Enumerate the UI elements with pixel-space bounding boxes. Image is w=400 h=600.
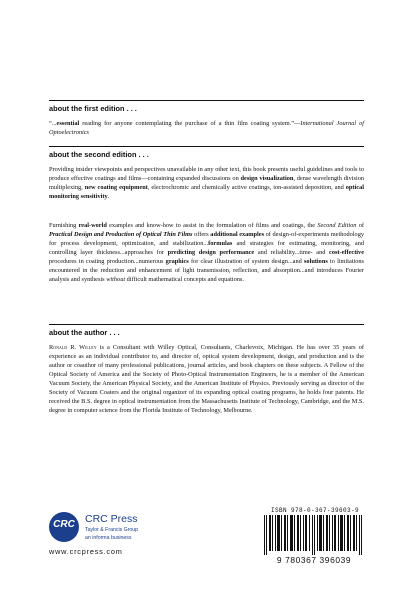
publisher-name: CRC Press [85, 513, 138, 525]
isbn-label: ISBN 978-0-367-39603-9 [271, 507, 360, 514]
crc-logo-text: CRC [53, 519, 75, 530]
divider-author [49, 324, 364, 325]
heading-first-edition: about the first edition . . . [49, 104, 137, 113]
heading-author: about the author . . . [49, 328, 120, 337]
author-bio: Ronald R. Willey is a Consultant with Willey Optical, Consultants, Charlevoix, Michigan. He has over 35 years of experience as an individual contributor to, and director of, optical system development, design, and production and is the author or coauthor of many professional publications, journal articles, and book chapters on these subjects. A Fellow of the Optical Society of America and the Society of Photo-Optical Instrumentation Engineers, he is a member of the American Vacuum Society, the American Physical Society, and the American Institute of Physics. Previously serving as director of the Society of Vacuum Coaters and the original organizer of its expanding optical coating programs, he holds four patents. He received the B.S. degree in optical instrumentation from the Massachusetts Institute of Technology, Cambridge, and the M.S. degree in computer science from the Florida Institute of Technology, Melbourne. [49, 344, 364, 414]
second-edition-paragraph-2: Furnishing real-world examples and know-how to assist in the formulation of films and coatings, the Second Edition of Practical Design and Production of Optical Thin Films offers additional examples of design-of-experiments methodology for process development, optimization, and stabilization...formulas and strategies for estimating, monitoring, and controlling layer thickness...approaches for predicting design performance and reliability...time- and cost-effective procedures in coating production...numerous graphics for clear illustration of system design...and solutions to limitations encountered in the reduction and enhancement of light transmission, reflection, and absorption...and introduces Fourier analysis and synthesis without difficult mathematical concepts and equations. [49, 222, 365, 283]
first-edition-quote: “...essential reading for anyone contemplating the purchase of a thin film coating system.”—International Journal of Optoelectronics [49, 120, 364, 136]
publisher-group: Taylor & Francis Group [85, 527, 139, 533]
divider-second-edition [49, 146, 364, 147]
publisher-business: an informa business [85, 535, 132, 541]
divider-first-edition [49, 100, 364, 101]
heading-second-edition: about the second edition . . . [49, 150, 149, 159]
barcode-icon [262, 515, 366, 555]
second-edition-paragraph-1: Providing insider viewpoints and perspectives unavailable in any other text, this book presents useful guidelines and tools to produce effective coatings and films—containing expanded discussions on design visualization, dense wavelength division multiplexing, new coating equipment, electrochromic and chemically active coatings, ion-assisted deposition, and optical monitoring sensitivity. [49, 166, 364, 200]
barcode-digits: 9 780367 396039 [276, 555, 352, 565]
publisher-url: www.crcpress.com [49, 547, 123, 556]
